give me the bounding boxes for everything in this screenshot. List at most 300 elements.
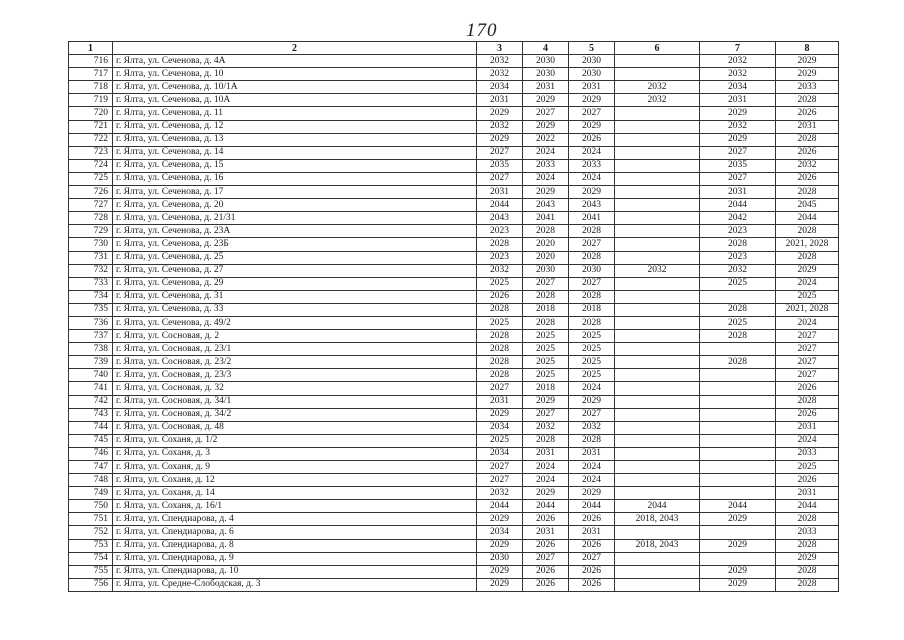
year-col-7-cell: 2023 <box>700 225 776 238</box>
year-col-6-cell <box>615 186 700 199</box>
year-col-5-cell: 2024 <box>569 474 615 487</box>
year-col-3-cell: 2025 <box>477 434 523 447</box>
year-col-4-cell: 2029 <box>523 120 569 133</box>
year-col-7-cell: 2031 <box>700 94 776 107</box>
year-col-6-cell <box>615 277 700 290</box>
year-col-7-cell: 2025 <box>700 316 776 329</box>
row-number-cell: 747 <box>69 461 113 474</box>
address-cell: г. Ялта, ул. Сеченова, д. 27 <box>113 264 477 277</box>
row-number-cell: 737 <box>69 330 113 343</box>
year-col-5-cell: 2041 <box>569 212 615 225</box>
table-row <box>69 552 839 565</box>
row-number-cell: 730 <box>69 238 113 251</box>
year-col-3-cell: 2031 <box>477 186 523 199</box>
year-col-8-cell: 2029 <box>776 55 839 68</box>
row-number-cell: 719 <box>69 94 113 107</box>
year-col-4-cell: 2027 <box>523 408 569 421</box>
year-col-8-cell: 2033 <box>776 81 839 94</box>
year-col-8-cell: 2028 <box>776 513 839 526</box>
address-cell: г. Ялта, ул. Сеченова, д. 10А <box>113 94 477 107</box>
table-row <box>69 447 839 460</box>
table-row <box>69 513 839 526</box>
year-col-4-cell: 2029 <box>523 487 569 500</box>
year-col-8-cell: 2028 <box>776 578 839 591</box>
year-col-3-cell: 2034 <box>477 526 523 539</box>
year-col-8-cell: 2028 <box>776 186 839 199</box>
address-cell: г. Ялта, ул. Сосновая, д. 48 <box>113 421 477 434</box>
table-row <box>69 343 839 356</box>
year-col-5-cell: 2025 <box>569 343 615 356</box>
header-row <box>69 42 839 55</box>
address-cell: г. Ялта, ул. Спендиарова, д. 10 <box>113 565 477 578</box>
year-col-7-cell: 2029 <box>700 578 776 591</box>
year-col-4-cell: 2031 <box>523 447 569 460</box>
header-cell-5: 5 <box>569 42 615 55</box>
row-number-cell: 732 <box>69 264 113 277</box>
year-col-7-cell <box>700 408 776 421</box>
year-col-4-cell: 2029 <box>523 395 569 408</box>
year-col-8-cell: 2021, 2028 <box>776 238 839 251</box>
year-col-6-cell <box>615 552 700 565</box>
year-col-7-cell: 2029 <box>700 107 776 120</box>
table-row <box>69 199 839 212</box>
year-col-5-cell: 2044 <box>569 500 615 513</box>
year-col-3-cell: 2044 <box>477 199 523 212</box>
row-number-cell: 716 <box>69 55 113 68</box>
year-col-7-cell <box>700 552 776 565</box>
year-col-6-cell <box>615 526 700 539</box>
row-number-cell: 742 <box>69 395 113 408</box>
year-col-7-cell: 2028 <box>700 238 776 251</box>
year-col-4-cell: 2025 <box>523 369 569 382</box>
year-col-4-cell: 2026 <box>523 565 569 578</box>
year-col-8-cell: 2027 <box>776 356 839 369</box>
year-col-4-cell: 2018 <box>523 303 569 316</box>
year-col-4-cell: 2044 <box>523 500 569 513</box>
year-col-8-cell: 2032 <box>776 159 839 172</box>
year-col-4-cell: 2026 <box>523 539 569 552</box>
table-row <box>69 146 839 159</box>
year-col-8-cell: 2026 <box>776 382 839 395</box>
year-col-3-cell: 2029 <box>477 565 523 578</box>
year-col-8-cell: 2028 <box>776 395 839 408</box>
year-col-5-cell: 2030 <box>569 264 615 277</box>
table-row <box>69 434 839 447</box>
row-number-cell: 735 <box>69 303 113 316</box>
header-cell-3: 3 <box>477 42 523 55</box>
year-col-7-cell <box>700 343 776 356</box>
year-col-7-cell: 2023 <box>700 251 776 264</box>
row-number-cell: 733 <box>69 277 113 290</box>
table-row <box>69 81 839 94</box>
year-col-4-cell: 2028 <box>523 434 569 447</box>
year-col-5-cell: 2025 <box>569 369 615 382</box>
year-col-8-cell: 2021, 2028 <box>776 303 839 316</box>
year-col-6-cell <box>615 330 700 343</box>
year-col-7-cell: 2032 <box>700 264 776 277</box>
address-cell: г. Ялта, ул. Средне-Слободская, д. 3 <box>113 578 477 591</box>
address-cell: г. Ялта, ул. Спендиарова, д. 9 <box>113 552 477 565</box>
year-col-8-cell: 2024 <box>776 316 839 329</box>
year-col-6-cell <box>615 146 700 159</box>
year-col-6-cell <box>615 578 700 591</box>
year-col-6-cell <box>615 159 700 172</box>
address-cell: г. Ялта, ул. Сосновая, д. 23/3 <box>113 369 477 382</box>
year-col-8-cell: 2025 <box>776 461 839 474</box>
year-col-8-cell: 2044 <box>776 212 839 225</box>
year-col-5-cell: 2031 <box>569 447 615 460</box>
year-col-7-cell <box>700 421 776 434</box>
address-cell: г. Ялта, ул. Сеченова, д. 23А <box>113 225 477 238</box>
table-row <box>69 94 839 107</box>
row-number-cell: 753 <box>69 539 113 552</box>
year-col-3-cell: 2027 <box>477 461 523 474</box>
year-col-8-cell: 2031 <box>776 120 839 133</box>
year-col-6-cell <box>615 408 700 421</box>
year-col-7-cell: 2025 <box>700 277 776 290</box>
year-col-7-cell <box>700 447 776 460</box>
year-col-7-cell <box>700 434 776 447</box>
year-col-4-cell: 2028 <box>523 290 569 303</box>
year-col-4-cell: 2024 <box>523 474 569 487</box>
year-col-3-cell: 2028 <box>477 303 523 316</box>
year-col-6-cell: 2032 <box>615 264 700 277</box>
year-col-4-cell: 2024 <box>523 172 569 185</box>
year-col-4-cell: 2030 <box>523 55 569 68</box>
year-col-7-cell <box>700 369 776 382</box>
year-col-4-cell: 2041 <box>523 212 569 225</box>
year-col-8-cell: 2026 <box>776 107 839 120</box>
year-col-6-cell <box>615 565 700 578</box>
year-col-5-cell: 2031 <box>569 81 615 94</box>
year-col-5-cell: 2029 <box>569 395 615 408</box>
year-col-6-cell <box>615 120 700 133</box>
address-cell: г. Ялта, ул. Сеченова, д. 29 <box>113 277 477 290</box>
address-cell: г. Ялта, ул. Сосновая, д. 2 <box>113 330 477 343</box>
year-col-4-cell: 2024 <box>523 146 569 159</box>
year-col-4-cell: 2025 <box>523 343 569 356</box>
year-col-5-cell: 2025 <box>569 330 615 343</box>
year-col-4-cell: 2018 <box>523 382 569 395</box>
year-col-6-cell <box>615 225 700 238</box>
row-number-cell: 756 <box>69 578 113 591</box>
table-row <box>69 330 839 343</box>
year-col-3-cell: 2027 <box>477 172 523 185</box>
year-col-4-cell: 2026 <box>523 513 569 526</box>
year-col-3-cell: 2031 <box>477 94 523 107</box>
year-col-5-cell: 2030 <box>569 68 615 81</box>
header-cell-6: 6 <box>615 42 700 55</box>
year-col-7-cell: 2029 <box>700 133 776 146</box>
address-cell: г. Ялта, ул. Соханя, д. 16/1 <box>113 500 477 513</box>
address-cell: г. Ялта, ул. Сеченова, д. 10 <box>113 68 477 81</box>
table-row <box>69 212 839 225</box>
year-col-7-cell: 2027 <box>700 146 776 159</box>
year-col-6-cell <box>615 316 700 329</box>
year-col-6-cell <box>615 421 700 434</box>
year-col-8-cell: 2029 <box>776 552 839 565</box>
year-col-6-cell: 2032 <box>615 94 700 107</box>
row-number-cell: 724 <box>69 159 113 172</box>
address-cell: г. Ялта, ул. Сеченова, д. 21/31 <box>113 212 477 225</box>
year-col-6-cell <box>615 303 700 316</box>
table-row <box>69 159 839 172</box>
table-row <box>69 369 839 382</box>
year-col-3-cell: 2034 <box>477 421 523 434</box>
header-cell-2: 2 <box>113 42 477 55</box>
year-col-3-cell: 2028 <box>477 369 523 382</box>
year-col-6-cell: 2018, 2043 <box>615 513 700 526</box>
year-col-8-cell: 2027 <box>776 369 839 382</box>
year-col-8-cell: 2027 <box>776 330 839 343</box>
year-col-6-cell <box>615 68 700 81</box>
year-col-5-cell: 2026 <box>569 578 615 591</box>
year-col-8-cell: 2026 <box>776 146 839 159</box>
row-number-cell: 749 <box>69 487 113 500</box>
year-col-8-cell: 2028 <box>776 94 839 107</box>
address-cell: г. Ялта, ул. Соханя, д. 12 <box>113 474 477 487</box>
table-row <box>69 500 839 513</box>
year-col-7-cell <box>700 526 776 539</box>
year-col-4-cell: 2020 <box>523 238 569 251</box>
year-col-6-cell <box>615 356 700 369</box>
year-col-4-cell: 2027 <box>523 107 569 120</box>
year-col-5-cell: 2026 <box>569 513 615 526</box>
year-col-8-cell: 2026 <box>776 408 839 421</box>
year-col-8-cell: 2028 <box>776 539 839 552</box>
row-number-cell: 739 <box>69 356 113 369</box>
row-number-cell: 746 <box>69 447 113 460</box>
row-number-cell: 745 <box>69 434 113 447</box>
year-col-8-cell: 2029 <box>776 68 839 81</box>
year-col-5-cell: 2043 <box>569 199 615 212</box>
row-number-cell: 750 <box>69 500 113 513</box>
year-col-7-cell <box>700 461 776 474</box>
year-col-4-cell: 2020 <box>523 251 569 264</box>
year-col-8-cell: 2033 <box>776 447 839 460</box>
year-col-4-cell: 2027 <box>523 552 569 565</box>
table-row <box>69 120 839 133</box>
address-cell: г. Ялта, ул. Сосновая, д. 32 <box>113 382 477 395</box>
table-row <box>69 565 839 578</box>
year-col-3-cell: 2031 <box>477 395 523 408</box>
year-col-4-cell: 2043 <box>523 199 569 212</box>
year-col-3-cell: 2027 <box>477 382 523 395</box>
address-cell: г. Ялта, ул. Сеченова, д. 10/1А <box>113 81 477 94</box>
table-row <box>69 395 839 408</box>
year-col-5-cell: 2027 <box>569 552 615 565</box>
address-cell: г. Ялта, ул. Сеченова, д. 4А <box>113 55 477 68</box>
address-cell: г. Ялта, ул. Сеченова, д. 23Б <box>113 238 477 251</box>
year-col-4-cell: 2024 <box>523 461 569 474</box>
header-cell-4: 4 <box>523 42 569 55</box>
header-cell-7: 7 <box>700 42 776 55</box>
housing-schedule-table <box>68 41 839 592</box>
year-col-3-cell: 2023 <box>477 251 523 264</box>
year-col-7-cell <box>700 290 776 303</box>
year-col-8-cell: 2033 <box>776 526 839 539</box>
year-col-3-cell: 2023 <box>477 225 523 238</box>
table-row <box>69 539 839 552</box>
table-row <box>69 251 839 264</box>
year-col-3-cell: 2029 <box>477 539 523 552</box>
year-col-5-cell: 2025 <box>569 356 615 369</box>
year-col-5-cell: 2032 <box>569 421 615 434</box>
year-col-3-cell: 2030 <box>477 552 523 565</box>
year-col-6-cell: 2044 <box>615 500 700 513</box>
year-col-5-cell: 2024 <box>569 146 615 159</box>
table-row <box>69 578 839 591</box>
address-cell: г. Ялта, ул. Сосновая, д. 23/1 <box>113 343 477 356</box>
year-col-8-cell: 2044 <box>776 500 839 513</box>
year-col-4-cell: 2029 <box>523 186 569 199</box>
address-cell: г. Ялта, ул. Сеченова, д. 15 <box>113 159 477 172</box>
year-col-3-cell: 2029 <box>477 578 523 591</box>
address-cell: г. Ялта, ул. Сосновая, д. 34/1 <box>113 395 477 408</box>
year-col-8-cell: 2028 <box>776 225 839 238</box>
year-col-5-cell: 2026 <box>569 565 615 578</box>
year-col-4-cell: 2030 <box>523 68 569 81</box>
year-col-7-cell <box>700 382 776 395</box>
year-col-6-cell <box>615 251 700 264</box>
address-cell: г. Ялта, ул. Сеченова, д. 17 <box>113 186 477 199</box>
address-cell: г. Ялта, ул. Сосновая, д. 23/2 <box>113 356 477 369</box>
address-cell: г. Ялта, ул. Спендиарова, д. 8 <box>113 539 477 552</box>
year-col-6-cell <box>615 474 700 487</box>
year-col-6-cell <box>615 55 700 68</box>
row-number-cell: 736 <box>69 316 113 329</box>
table-row <box>69 277 839 290</box>
year-col-7-cell: 2028 <box>700 356 776 369</box>
row-number-cell: 726 <box>69 186 113 199</box>
year-col-7-cell: 2035 <box>700 159 776 172</box>
year-col-3-cell: 2032 <box>477 487 523 500</box>
year-col-3-cell: 2028 <box>477 238 523 251</box>
year-col-7-cell: 2028 <box>700 303 776 316</box>
year-col-6-cell <box>615 172 700 185</box>
table-row <box>69 225 839 238</box>
year-col-3-cell: 2034 <box>477 447 523 460</box>
year-col-6-cell <box>615 107 700 120</box>
table-row <box>69 421 839 434</box>
table-row <box>69 68 839 81</box>
year-col-5-cell: 2028 <box>569 290 615 303</box>
address-cell: г. Ялта, ул. Соханя, д. 1/2 <box>113 434 477 447</box>
row-number-cell: 718 <box>69 81 113 94</box>
year-col-7-cell: 2029 <box>700 565 776 578</box>
year-col-3-cell: 2043 <box>477 212 523 225</box>
header-cell-1: 1 <box>69 42 113 55</box>
row-number-cell: 725 <box>69 172 113 185</box>
year-col-5-cell: 2024 <box>569 172 615 185</box>
row-number-cell: 722 <box>69 133 113 146</box>
row-number-cell: 728 <box>69 212 113 225</box>
year-col-8-cell: 2029 <box>776 264 839 277</box>
row-number-cell: 734 <box>69 290 113 303</box>
address-cell: г. Ялта, ул. Сеченова, д. 33 <box>113 303 477 316</box>
address-cell: г. Ялта, ул. Сеченова, д. 25 <box>113 251 477 264</box>
table-row <box>69 408 839 421</box>
table-row <box>69 316 839 329</box>
year-col-8-cell: 2024 <box>776 434 839 447</box>
table-row <box>69 303 839 316</box>
table-row <box>69 526 839 539</box>
year-col-5-cell: 2029 <box>569 186 615 199</box>
year-col-7-cell: 2044 <box>700 199 776 212</box>
table-row <box>69 238 839 251</box>
year-col-5-cell: 2027 <box>569 238 615 251</box>
year-col-8-cell: 2045 <box>776 199 839 212</box>
year-col-3-cell: 2035 <box>477 159 523 172</box>
table-row <box>69 55 839 68</box>
year-col-6-cell <box>615 434 700 447</box>
year-col-5-cell: 2028 <box>569 251 615 264</box>
year-col-4-cell: 2031 <box>523 526 569 539</box>
table-row <box>69 461 839 474</box>
address-cell: г. Ялта, ул. Сосновая, д. 34/2 <box>113 408 477 421</box>
year-col-6-cell <box>615 487 700 500</box>
row-number-cell: 748 <box>69 474 113 487</box>
table-row <box>69 186 839 199</box>
year-col-6-cell <box>615 238 700 251</box>
year-col-5-cell: 2029 <box>569 94 615 107</box>
year-col-5-cell: 2027 <box>569 408 615 421</box>
year-col-8-cell: 2024 <box>776 277 839 290</box>
row-number-cell: 751 <box>69 513 113 526</box>
address-cell: г. Ялта, ул. Сеченова, д. 31 <box>113 290 477 303</box>
year-col-3-cell: 2029 <box>477 513 523 526</box>
year-col-7-cell: 2031 <box>700 186 776 199</box>
year-col-7-cell <box>700 395 776 408</box>
year-col-6-cell <box>615 382 700 395</box>
year-col-5-cell: 2024 <box>569 382 615 395</box>
year-col-8-cell: 2026 <box>776 172 839 185</box>
year-col-4-cell: 2022 <box>523 133 569 146</box>
address-cell: г. Ялта, ул. Соханя, д. 3 <box>113 447 477 460</box>
year-col-6-cell <box>615 212 700 225</box>
address-cell: г. Ялта, ул. Сеченова, д. 12 <box>113 120 477 133</box>
year-col-8-cell: 2028 <box>776 133 839 146</box>
address-cell: г. Ялта, ул. Сеченова, д. 11 <box>113 107 477 120</box>
year-col-3-cell: 2032 <box>477 55 523 68</box>
table-row <box>69 474 839 487</box>
year-col-3-cell: 2026 <box>477 290 523 303</box>
year-col-4-cell: 2027 <box>523 277 569 290</box>
address-cell: г. Ялта, ул. Сеченова, д. 16 <box>113 172 477 185</box>
table-row <box>69 356 839 369</box>
year-col-3-cell: 2029 <box>477 133 523 146</box>
year-col-4-cell: 2028 <box>523 316 569 329</box>
row-number-cell: 743 <box>69 408 113 421</box>
address-cell: г. Ялта, ул. Спендиарова, д. 6 <box>113 526 477 539</box>
year-col-8-cell: 2027 <box>776 343 839 356</box>
year-col-3-cell: 2028 <box>477 343 523 356</box>
address-cell: г. Ялта, ул. Сеченова, д. 49/2 <box>113 316 477 329</box>
year-col-5-cell: 2026 <box>569 539 615 552</box>
year-col-6-cell <box>615 447 700 460</box>
year-col-3-cell: 2029 <box>477 107 523 120</box>
year-col-3-cell: 2029 <box>477 408 523 421</box>
year-col-5-cell: 2028 <box>569 434 615 447</box>
year-col-5-cell: 2033 <box>569 159 615 172</box>
year-col-6-cell <box>615 343 700 356</box>
year-col-7-cell <box>700 487 776 500</box>
year-col-7-cell: 2032 <box>700 55 776 68</box>
year-col-3-cell: 2044 <box>477 500 523 513</box>
year-col-4-cell: 2033 <box>523 159 569 172</box>
year-col-3-cell: 2032 <box>477 120 523 133</box>
year-col-7-cell: 2028 <box>700 330 776 343</box>
